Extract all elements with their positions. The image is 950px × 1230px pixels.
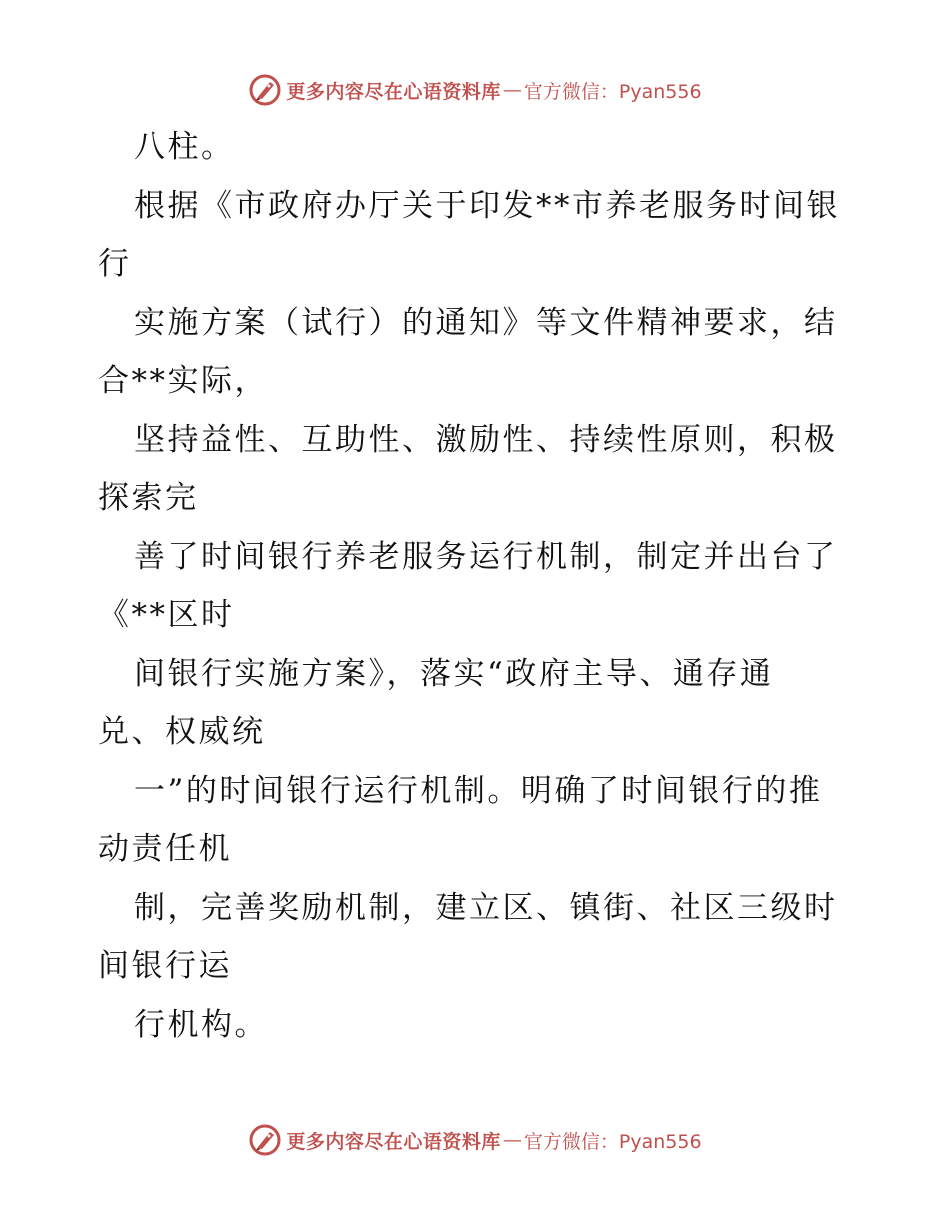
- header-wechat-text: 官方微信：Pyan556: [523, 80, 702, 103]
- header-brand-text: 更多内容尽在心语资料库: [286, 80, 501, 103]
- text-line: 根据《市政府办厅关于印发**市养老服务时间银: [134, 187, 840, 224]
- fountain-pen-logo-icon: [248, 1123, 282, 1157]
- text-line: 制，完善奖励机制，建立区、镇街、社区三级时: [134, 889, 838, 926]
- footer-watermark: [0, 1120, 950, 1160]
- text-line: 合**实际，: [98, 363, 268, 399]
- text-line: 兑、权威统: [98, 714, 266, 750]
- text-line: 行机构。: [134, 1006, 268, 1043]
- text-line: 行: [98, 246, 132, 282]
- header-watermark: [0, 70, 950, 110]
- text-line: 动责任机: [98, 831, 232, 867]
- header-dash: —: [502, 79, 522, 101]
- text-line: 间银行实施方案》，落实“政府主导、通存通: [134, 655, 774, 692]
- document-body: [98, 118, 858, 1054]
- text-line: 一”的时间银行运行机制。明确了时间银行的推: [134, 772, 823, 809]
- text-line: 八柱。: [134, 129, 235, 165]
- text-line: 《**区时: [98, 597, 235, 633]
- fountain-pen-logo-icon: [248, 73, 282, 107]
- text-line: 探索完: [98, 480, 199, 516]
- footer-brand-text: 更多内容尽在心语资料库: [286, 1130, 501, 1153]
- footer-wechat-text: 官方微信：Pyan556: [523, 1130, 702, 1153]
- text-line: 实施方案（试行）的通知》等文件精神要求，结: [134, 304, 838, 341]
- text-line: 间银行运: [98, 948, 232, 984]
- text-line: 善了时间银行养老服务运行机制，制定并出台了: [134, 538, 838, 575]
- footer-dash: —: [502, 1129, 522, 1151]
- text-line: 坚持益性、互助性、激励性、持续性原则，积极: [134, 421, 838, 458]
